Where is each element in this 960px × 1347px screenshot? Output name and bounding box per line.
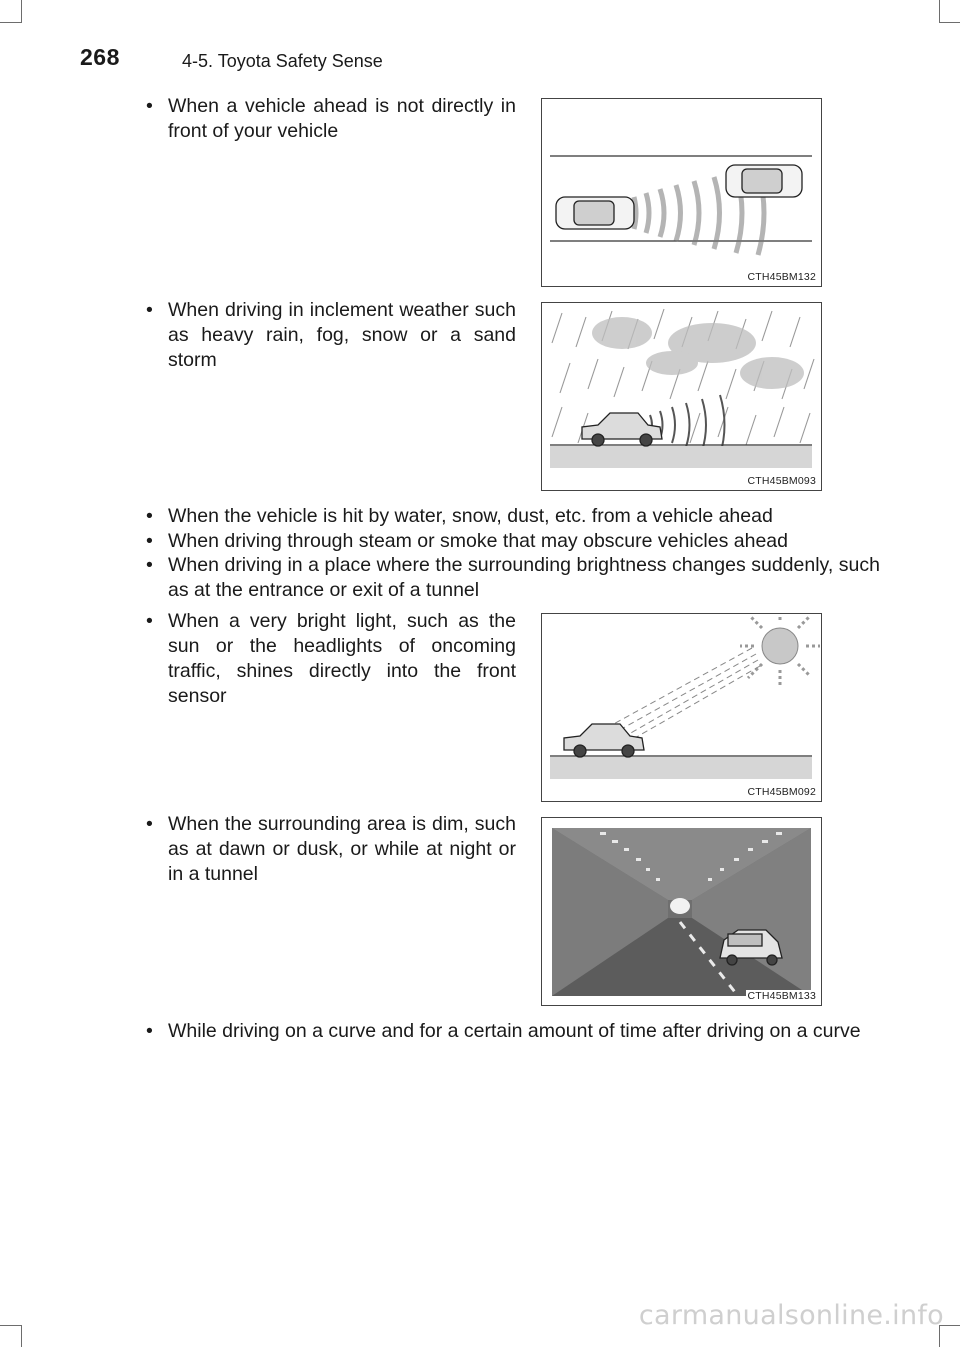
list-item: • When driving in a place where the surrounding brightness changes suddenly, such as at the entrance or exit of a tunnel: [130, 553, 880, 603]
list-item: • When the vehicle is hit by water, snow, dust, etc. from a vehicle ahead: [130, 504, 880, 529]
list-item: • When a very bright light, such as the sun or the headlights of oncoming traffic, shines directly into the front sensor: [130, 609, 516, 709]
figure-vehicle-offset: [541, 98, 822, 287]
figure-code: CTH45BM133: [747, 990, 816, 1002]
watermark: carmanualsonline.info: [638, 1300, 944, 1331]
crop-mark-top-left-v: [21, 0, 22, 22]
list-item: • When driving in inclement weather such as heavy rain, fog, snow or a sand storm: [130, 298, 516, 373]
page-number: 268: [80, 44, 120, 70]
crop-mark-top-right-v: [939, 0, 940, 22]
figure-dim-tunnel-illustration: [542, 818, 821, 1005]
crop-mark-bottom-left-h: [0, 1325, 22, 1326]
crop-mark-bottom-left-v: [21, 1325, 22, 1347]
figure-code: CTH45BM092: [747, 786, 816, 798]
figure-code: CTH45BM132: [747, 271, 816, 283]
figure-bright-light: [541, 613, 822, 802]
crop-mark-top-left-h: [0, 22, 22, 23]
figure-vehicle-offset-illustration: [542, 99, 821, 286]
list-item: • When the surrounding area is dim, such as at dawn or dusk, or while at night or in a tunnel: [130, 812, 516, 887]
figure-inclement-weather: [541, 302, 822, 491]
crop-mark-top-right-h: [939, 22, 960, 23]
list-item: • When driving through steam or smoke that may obscure vehicles ahead: [130, 529, 880, 554]
figure-inclement-weather-illustration: [542, 303, 821, 490]
figure-dim-tunnel: [541, 817, 822, 1006]
section-title: 4-5. Toyota Safety Sense: [182, 51, 383, 71]
list-item: • While driving on a curve and for a certain amount of time after driving on a curve: [130, 1019, 880, 1044]
figure-code: CTH45BM093: [747, 475, 816, 487]
figure-bright-light-illustration: [542, 614, 821, 801]
list-item: • When a vehicle ahead is not directly in front of your vehicle: [130, 94, 516, 144]
